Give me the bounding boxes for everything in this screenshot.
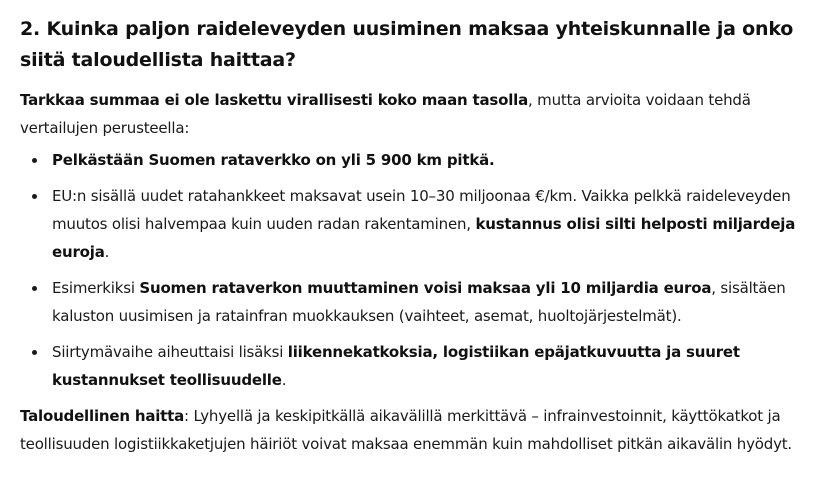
bullet-text-end: .	[281, 371, 287, 389]
bullet-bold-text: kustannus olisi silti helposti miljardeja euroja	[52, 215, 796, 261]
bullet-item-network-length	[20, 146, 798, 174]
bullet-bold-text: liikennekatkoksia, logistiikan epäjatkuvuutta ja suuret kustannukset teollisuudelle	[52, 343, 740, 389]
bullet-bold-text: Pelkästään Suomen rataverkko on yli 5 900 km pitkä.	[52, 151, 495, 169]
bullet-dot-icon	[32, 158, 37, 163]
bullet-bold-text: Suomen rataverkon muuttaminen voisi maksaa yli 10 miljardia euroa	[139, 279, 712, 297]
bullet-text: Siirtymävaihe aiheuttaisi lisäksi	[52, 343, 288, 361]
impact-text: : Lyhyellä ja keskipitkällä aikavälillä merkittävä – infrainvestoinnit, käyttökatkot ja teollisuuden logistiikkaketjujen häiriöt voivat maksaa enemmän kuin mahdolliset pitkän aikavälin hyödyt.	[20, 407, 792, 453]
bullet-dot-icon	[32, 350, 37, 355]
bullet-dot-icon	[32, 194, 37, 199]
bullet-item-eu-costs	[20, 182, 798, 266]
bullet-dot-icon	[32, 286, 37, 291]
bullet-text: Esimerkiksi	[52, 279, 140, 297]
bullet-text-end: .	[104, 243, 110, 261]
impact-bold-text: Taloudellinen haitta	[20, 407, 185, 425]
bullet-item-transition	[20, 338, 798, 394]
intro-bold-text: Tarkkaa summaa ei ole laskettu virallisesti koko maan tasolla	[20, 91, 529, 109]
bullet-text-end: , sisältäen kaluston uusimisen ja ratainfran muokkauksen (vaihteet, asemat, huoltojärjestelmät).	[52, 279, 786, 325]
cost-bullet-list	[20, 146, 798, 394]
intro-text: , mutta arvioita voidaan tehdä vertailujen perusteella:	[20, 91, 751, 137]
bullet-item-finland-example	[20, 274, 798, 330]
section-heading: 2. Kuinka paljon raideleveyden uusiminen maksaa yhteiskunnalle ja onko siitä taloudellista haittaa?	[20, 18, 794, 71]
intro-paragraph	[20, 86, 798, 142]
economic-impact-paragraph	[20, 402, 798, 458]
bullet-text: EU:n sisällä uudet ratahankkeet maksavat usein 10–30 miljoonaa €/km. Vaikka pelkkä raideleveyden muutos olisi halvempaa kuin uuden radan rakentaminen,	[52, 187, 791, 233]
